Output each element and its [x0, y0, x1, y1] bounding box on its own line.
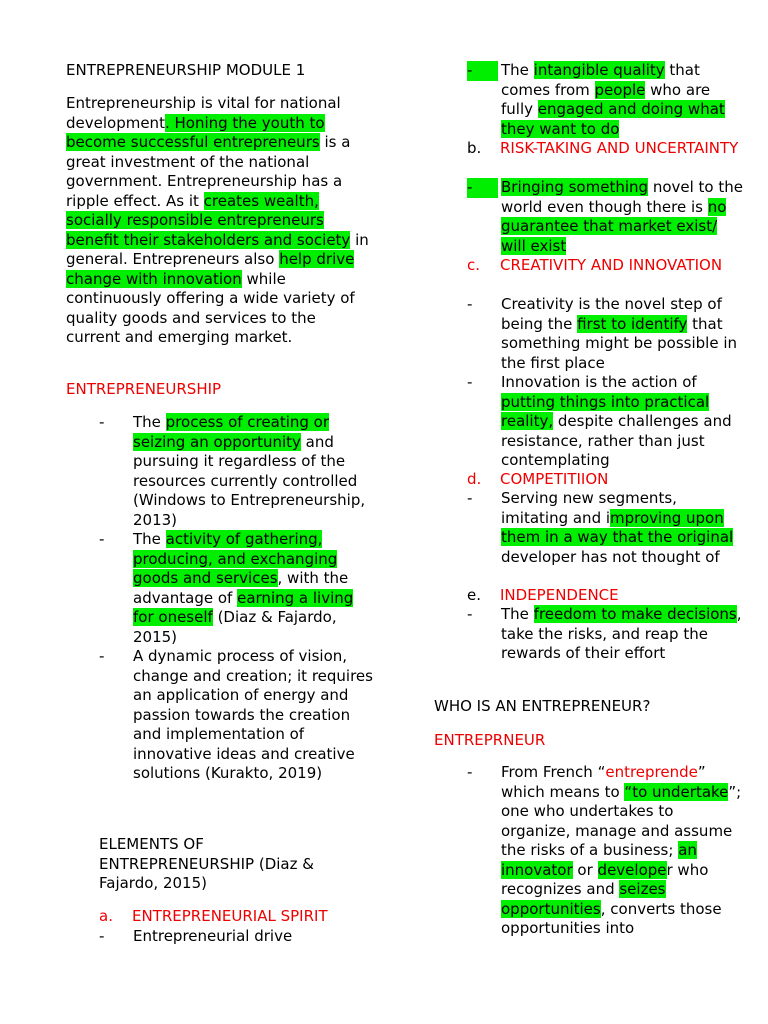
- element-letter: e.: [467, 586, 481, 604]
- item-text: The: [133, 413, 166, 431]
- dash-bullet: -: [467, 763, 473, 781]
- element-label: RISK-TAKING AND UNCERTAINTY: [500, 139, 739, 157]
- dash-bullet: -: [99, 647, 105, 665]
- dash-bullet: -: [99, 413, 105, 431]
- element-label: INDEPENDENCE: [500, 586, 619, 604]
- item-text: ”; one who undertakes to organize, manage and assume the risks of a business;: [501, 782, 742, 859]
- element-letter: b.: [467, 139, 482, 157]
- item-text: The: [133, 530, 166, 548]
- item-highlight: engaged and doing what they want to do: [501, 100, 725, 138]
- entrepreneur-definition-list: [467, 763, 744, 939]
- dash-bullet: -: [467, 61, 498, 81]
- item-text: Serving new segments, imitating and i: [501, 489, 677, 527]
- item-text: A dynamic process of vision, change and creation; it requires an application of energy and passion towards the creation and implementation of innovative ideas and creative solutions (Kurakto, 2019): [133, 647, 373, 782]
- item-highlight: the original: [647, 528, 734, 546]
- list-item: [467, 763, 744, 939]
- intro-highlight: . Honing the youth to become successful entrepreneurs: [66, 113, 325, 151]
- element-letter: d.: [467, 470, 482, 488]
- element-letter: c.: [467, 256, 481, 274]
- item-highlight: mproving upon them in a way that: [501, 508, 724, 546]
- element-letter: a.: [99, 907, 113, 925]
- item-highlight: intangible quality: [533, 61, 665, 79]
- item-text: The: [501, 61, 534, 79]
- list-item: [99, 530, 374, 647]
- item-text: that comes from: [501, 61, 700, 99]
- item-text: , with the advantage of: [133, 569, 349, 607]
- item-highlight: activity of gathering, producing, and exchanging goods and services: [133, 530, 338, 587]
- item-text: and pursuing it regardless of the resources currently controlled (Windows to Entrepreneurship, 2013): [133, 432, 366, 529]
- intro-text: Entrepreneurship is vital for national development: [66, 94, 341, 132]
- who-is-heading: WHO IS AN ENTREPRENEUR?: [434, 697, 651, 715]
- list-item: [99, 927, 374, 947]
- item-highlight: Bringing something: [501, 178, 649, 196]
- dash-bullet: -: [99, 530, 105, 548]
- intro-text: while continuously offering a wide variety of quality goods and services to the current and emerging market.: [66, 269, 355, 346]
- dash-bullet: -: [467, 489, 473, 507]
- list-item: [467, 489, 744, 567]
- element-e-list: [467, 605, 744, 664]
- dash-bullet: -: [467, 178, 498, 198]
- list-item: [99, 647, 374, 784]
- item-text: or: [572, 860, 598, 879]
- item-text: , take the risks, and reap the rewards of their effort: [501, 605, 742, 662]
- element-c-list: [467, 295, 744, 471]
- item-text: Innovation is the action of: [501, 373, 697, 391]
- dash-bullet: -: [99, 927, 105, 945]
- dash-bullet: -: [467, 295, 473, 313]
- item-highlight: an innovator: [501, 841, 697, 879]
- item-text: Entrepreneurial drive: [133, 927, 293, 945]
- item-text: who are fully: [501, 80, 711, 118]
- item-highlight: people: [594, 80, 646, 99]
- item-highlight: develope: [597, 860, 667, 879]
- element-d-list: [467, 489, 744, 567]
- item-text: novel to the world even though there is: [501, 178, 743, 216]
- element-label: COMPETITIION: [500, 470, 609, 488]
- item-text: Creativity is the novel step of being the: [501, 295, 722, 333]
- element-label: CREATIVITY AND INNOVATION: [500, 256, 723, 274]
- element-a-continued-list: [467, 61, 744, 139]
- list-item: [99, 413, 374, 530]
- item-highlight: first to identify: [577, 314, 688, 333]
- list-item: [467, 605, 744, 664]
- element-a-list: [99, 927, 374, 947]
- definitions-list: [99, 413, 374, 784]
- item-highlight: freedom to make decisions: [533, 605, 737, 623]
- intro-paragraph: [66, 94, 374, 348]
- item-text: despite challenges and resistance, rather than just contemplating: [501, 412, 732, 469]
- intro-text: in general. Entrepreneurs also: [66, 230, 369, 268]
- dash-bullet: -: [467, 605, 473, 623]
- item-text: developer has not thought of: [501, 547, 720, 566]
- element-label: ENTREPRENEURIAL SPIRIT: [132, 907, 328, 925]
- list-item: [467, 61, 744, 139]
- item-highlight: no guarantee that market exist/ will exist: [501, 197, 727, 255]
- section-heading-entrepreneurship: ENTREPRENEURSHIP: [66, 380, 222, 398]
- list-item: [467, 295, 744, 373]
- item-text: , converts those opportunities into: [501, 899, 722, 937]
- item-red-text: entreprende: [605, 763, 698, 781]
- dash-bullet: -: [467, 373, 473, 391]
- item-highlight: seizes opportunities: [501, 880, 666, 918]
- element-b-list: [467, 178, 744, 256]
- item-highlight: “to undertake: [624, 782, 729, 801]
- item-highlight: earning a living for oneself: [133, 588, 354, 626]
- document-title: ENTREPRENEURSHIP MODULE 1: [66, 61, 306, 79]
- elements-heading: ELEMENTS OF ENTREPRENEURSHIP (Diaz & Fajardo, 2015): [99, 835, 314, 892]
- item-text: The: [501, 605, 534, 623]
- list-item: [467, 373, 744, 471]
- item-text: ” which means to: [501, 763, 706, 801]
- item-text: that something might be possible in the first place: [501, 314, 738, 372]
- intro-highlight: help drive change with innovation: [66, 250, 355, 288]
- item-highlight: process of creating or seizing an opportunity: [133, 413, 330, 451]
- entreprneur-heading: ENTREPRNEUR: [434, 731, 546, 749]
- item-text: r who recognizes and: [501, 860, 709, 898]
- item-highlight: putting things into practical reality,: [501, 392, 710, 430]
- list-item: [467, 178, 744, 256]
- item-text: (Diaz & Fajardo, 2015): [133, 608, 337, 646]
- item-text: From French “: [501, 763, 606, 781]
- intro-text: is a great investment of the national government. Entrepreneurship has a ripple effect. As it: [66, 133, 351, 210]
- intro-highlight: creates wealth, socially responsible entrepreneurs benefit their stakeholders and society: [66, 191, 351, 249]
